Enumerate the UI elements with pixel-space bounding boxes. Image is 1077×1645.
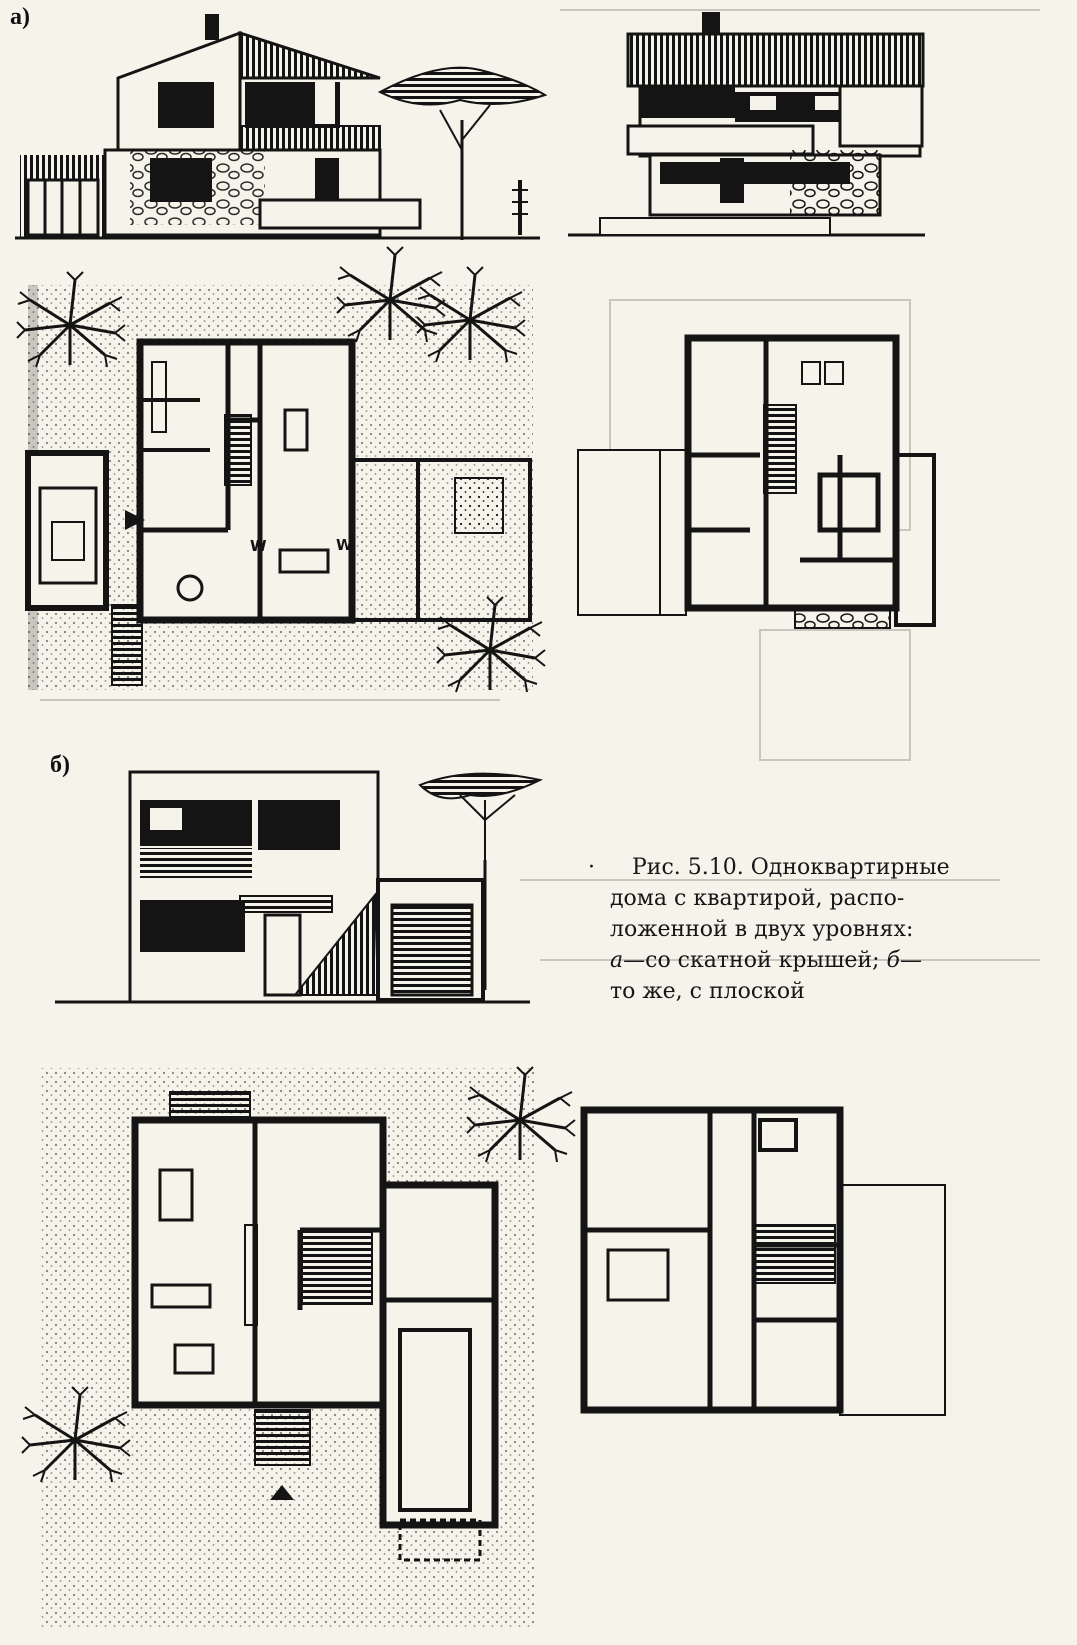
- plan-mark-w1: W: [250, 537, 267, 555]
- caption-line-3: ложенной в двух уровнях:: [610, 917, 914, 942]
- plan-mark-w2: W: [336, 536, 353, 554]
- caption-bullet: ·: [588, 855, 595, 880]
- caption-letter-b: б: [886, 948, 900, 973]
- plan-a-upper-floor: [578, 338, 934, 628]
- caption-dash: —: [899, 948, 922, 973]
- label-a: а): [10, 4, 30, 30]
- plan-b-upper-floor: [584, 1110, 945, 1415]
- elevation-a-rear: [568, 12, 925, 235]
- elevation-a-front: [15, 14, 545, 240]
- elevation-b-front: [55, 772, 540, 1002]
- plan-b-ground-floor: [22, 1067, 575, 1628]
- caption-line-2: дома с квартирой, распо-: [610, 886, 905, 911]
- plan-a-ground-floor: [17, 247, 545, 692]
- caption-line-1: Рис. 5.10. Одноквартирные: [632, 855, 950, 880]
- caption-line-4-text: —со скатной крышей;: [623, 948, 880, 973]
- caption-line-5: то же, с плоской: [610, 979, 805, 1004]
- figure-caption: [588, 852, 1060, 1007]
- caption-letter-a: а: [610, 948, 624, 973]
- label-b: б): [50, 752, 70, 778]
- caption-line-4: [610, 945, 1060, 976]
